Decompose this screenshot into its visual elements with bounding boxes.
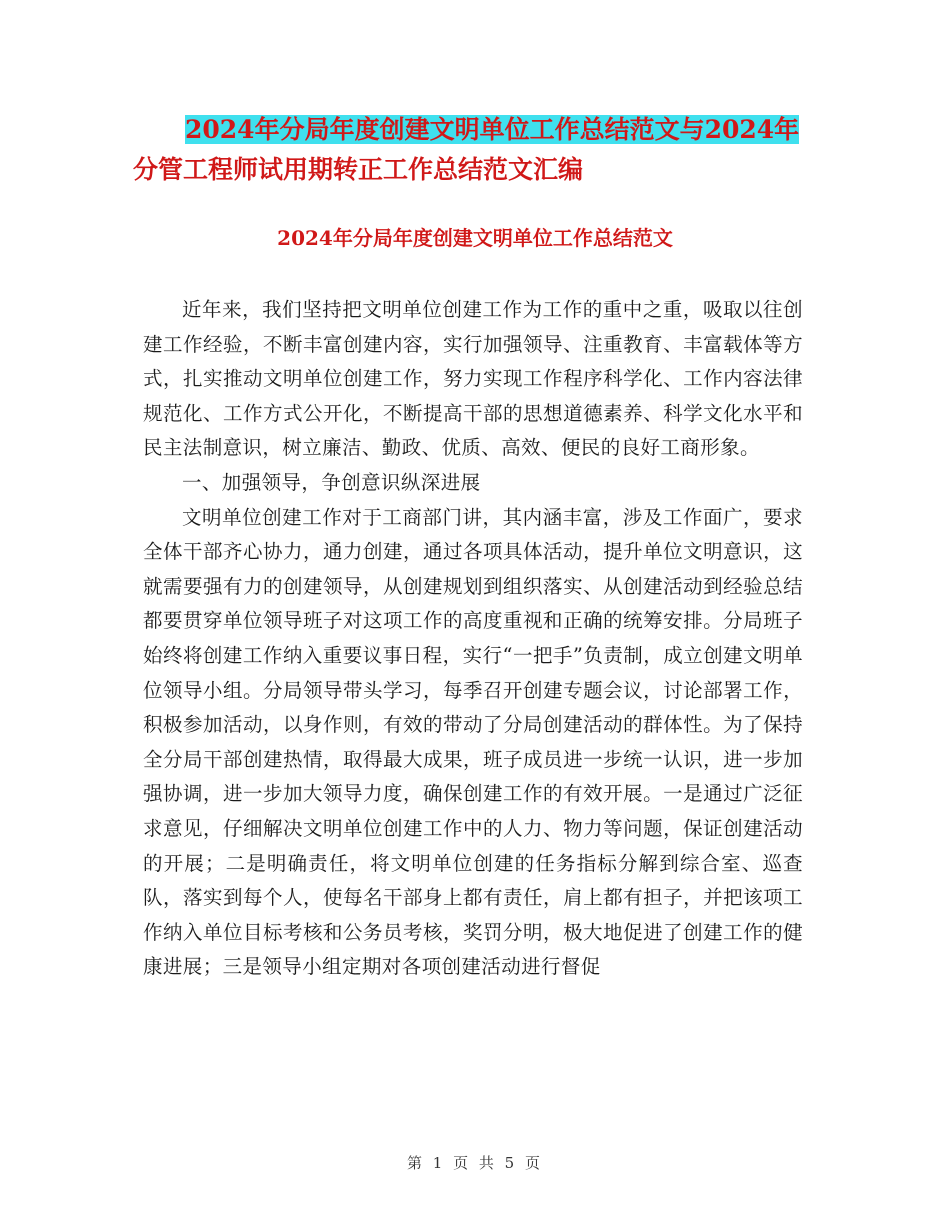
paragraph-intro: 近年来，我们坚持把文明单位创建工作为工作的重中之重，吸取以往创建工作经验，不断丰富创建内容，实行加强领导、注重教育、丰富载体等方式，扎实推动文明单位创建工作，努力实现工作程序科学化、工作内容法律规范化、工作方式公开化，不断提高干部的思想道德素养、科学文化水平和民主法制意识，树立廉洁、勤政、优质、高效、便民的良好工商形象。 bbox=[143, 298, 803, 460]
document-title-line-1: 2024年分局年度创建文明单位工作总结范文与2024年 bbox=[185, 115, 800, 144]
document-title-line-2: 分管工程师试用期转正工作总结范文汇编 bbox=[133, 155, 584, 184]
page-footer: 第 1 页 共 5 页 bbox=[407, 1154, 543, 1172]
document-title bbox=[133, 110, 825, 190]
paragraph-heading-1: 一、加强领导，争创意识纵深进展 bbox=[182, 470, 481, 494]
paragraph-leadership: 文明单位创建工作对于工商部门讲，其内涵丰富，涉及工作面广，要求全体干部齐心协力，通力创建，通过各项具体活动，提升单位文明意识，这就需要强有力的创建领导，从创建规划到组织落实、从创建活动到经验总结都要贯穿单位领导班子对这项工作的高度重视和正确的统筹安排。分局班子始终将创建工作纳入重要议事日程，实行“一把手”负责制，成立创建文明单位领导小组。分局领导带头学习，每季召开创建专题会议，讨论部署工作，积极参加活动，以身作则，有效的带动了分局创建活动的群体性。为了保持全分局干部创建热情，取得最大成果，班子成员进一步统一认识，进一步加强协调，进一步加大领导力度，确保创建工作的有效开展。一是通过广泛征求意见，仔细解决文明单位创建工作中的人力、物力等问题，保证创建活动的开展；二是明确责任，将文明单位创建的任务指标分解到综合室、巡查队，落实到每个人，使每名干部身上都有责任，肩上都有担子，并把该项工作纳入单位目标考核和公务员考核，奖罚分明，极大地促进了创建工作的健康进展；三是领导小组定期对各项创建活动进行督促 bbox=[143, 505, 803, 979]
document-body bbox=[143, 293, 803, 985]
section-title: 2024年分局年度创建文明单位工作总结范文 bbox=[277, 226, 673, 250]
